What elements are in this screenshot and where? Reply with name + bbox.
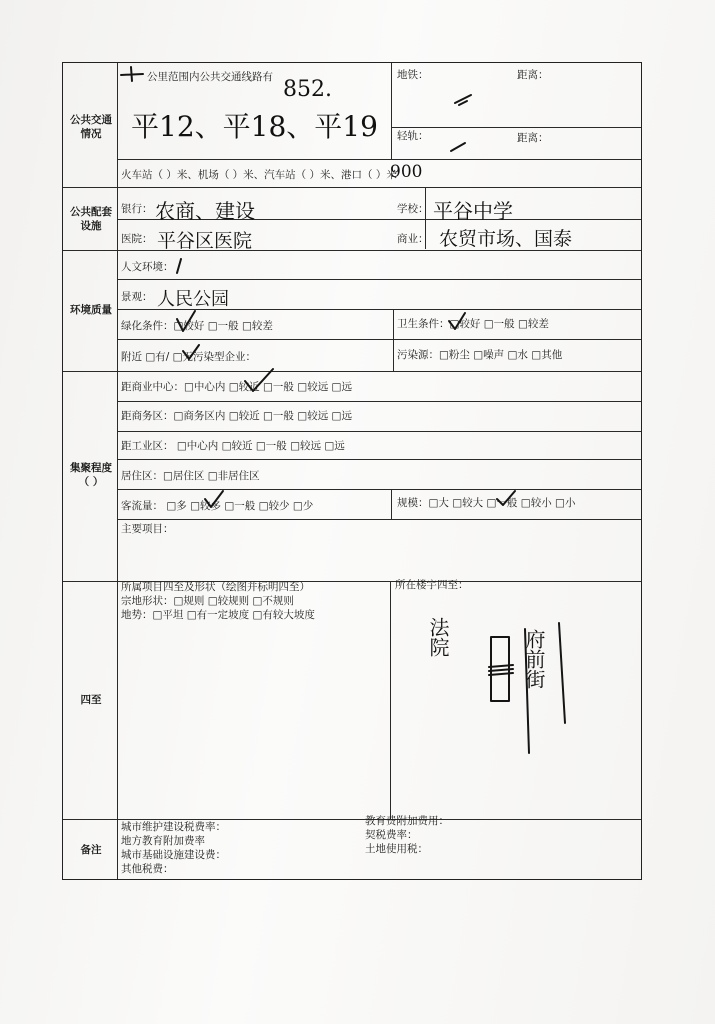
scale-options: 规模：□大 □较大 □一般 □较小 □小 (397, 497, 576, 509)
industrial-options: 距工业区： □中心内 □较近 □一般 □较远 □远 (121, 440, 345, 452)
stations-line: 火车站（ ）米、机场（ ）米、汽车站（ ）米、港口（ ）米 (121, 169, 397, 181)
school-label: 学校： (397, 203, 429, 215)
sanitation-options: 卫生条件：□较好 □一般 □较差 (397, 318, 549, 330)
scale-check (497, 491, 515, 505)
bus-lines-handwritten: 平12、平18、平19 (131, 110, 378, 143)
deed-tax-rate: 契税费率： (365, 829, 418, 841)
section-boundaries: 四至 (80, 694, 102, 706)
bus-station-distance-handwritten: 900 (390, 162, 423, 182)
hospital-value: 平谷区医院 (157, 230, 253, 252)
land-shape-options: 宗地形状：□规则 □较规则 □不规则 (121, 595, 294, 607)
handwritten-digit (121, 67, 143, 81)
handwriting-overlay (63, 63, 643, 881)
bank-value: 农商、建设 (155, 199, 255, 223)
survey-form (62, 62, 642, 880)
traffic-options: 客流量： □多 □较多 □一般 □较少 □少 (121, 500, 314, 512)
east-boundary-handwritten: 府前街 (522, 629, 546, 689)
section-facilities: 公共配套设施 (70, 206, 112, 232)
nearby-check (183, 345, 199, 359)
metro-distance-label: 距离： (517, 69, 549, 81)
traffic-check (205, 491, 223, 507)
residential-options: 居住区：□居住区 □非居住区 (121, 470, 260, 482)
landscape-label: 景观： (121, 291, 153, 303)
land-use-tax: 土地使用税： (365, 843, 428, 855)
humanistic-label: 人文环境： (121, 261, 174, 273)
local-education-surcharge: 地方教育附加费率 (121, 835, 205, 847)
commerce-value: 农贸市场、国泰 (439, 228, 573, 250)
bank-label: 银行： (121, 203, 153, 215)
section-transport: 公共交通情况 (70, 114, 112, 140)
hospital-label: 医院： (121, 233, 153, 245)
metro-label: 地铁： (397, 69, 429, 81)
sanitation-check (449, 313, 465, 329)
business-district-options: 距商务区：□商务区内 □较近 □一般 □较远 □远 (121, 410, 352, 422)
greening-options: 绿化条件：□较好 □一般 □较差 (121, 320, 273, 332)
business-center-check (245, 369, 273, 391)
project-boundary-title: 所属项目四至及形状（绘图并标明四至） (121, 581, 310, 593)
section-concentration: 集聚程度（ ） (70, 462, 112, 488)
terrain-options: 地势：□平坦 □有一定坡度 □有较大坡度 (121, 609, 315, 621)
west-boundary-handwritten: 法院 (426, 617, 450, 657)
nearby-pollution-enterprise: 附近 □有/ □无污染型企业： (121, 351, 257, 363)
greening-check (177, 311, 195, 331)
infrastructure-fee: 城市基础设施建设费： (121, 849, 226, 861)
light-rail-dash (451, 143, 465, 151)
light-rail-distance-label: 距离： (517, 132, 549, 144)
landscape-value: 人民公园 (157, 289, 229, 310)
main-items-label: 主要项目： (121, 523, 174, 535)
bus-lines-label: 公里范围内公共交通线路有 (147, 71, 273, 83)
metro-dash (455, 95, 471, 105)
section-environment: 环境质量 (70, 304, 112, 316)
commerce-label: 商业： (397, 233, 429, 245)
humanistic-stroke (177, 259, 181, 273)
building-boundary-title: 所在楼宇四至： (395, 579, 469, 591)
education-surcharge-fee: 教育费附加费用： (365, 815, 449, 827)
business-center-options: 距商业中心：□中心内 □较近 □一般 □较远 □远 (121, 381, 352, 393)
section-remarks: 备注 (80, 844, 102, 856)
bus-extra-handwritten: 852. (283, 77, 332, 102)
other-taxes: 其他税费： (121, 863, 174, 875)
school-value: 平谷中学 (433, 199, 513, 223)
light-rail-label: 轻轨： (397, 130, 429, 142)
city-maintenance-tax: 城市维护建设税费率： (121, 821, 226, 833)
pollution-source-options: 污染源：□粉尘 □噪声 □水 □其他 (397, 349, 563, 361)
street-lines (522, 623, 565, 753)
